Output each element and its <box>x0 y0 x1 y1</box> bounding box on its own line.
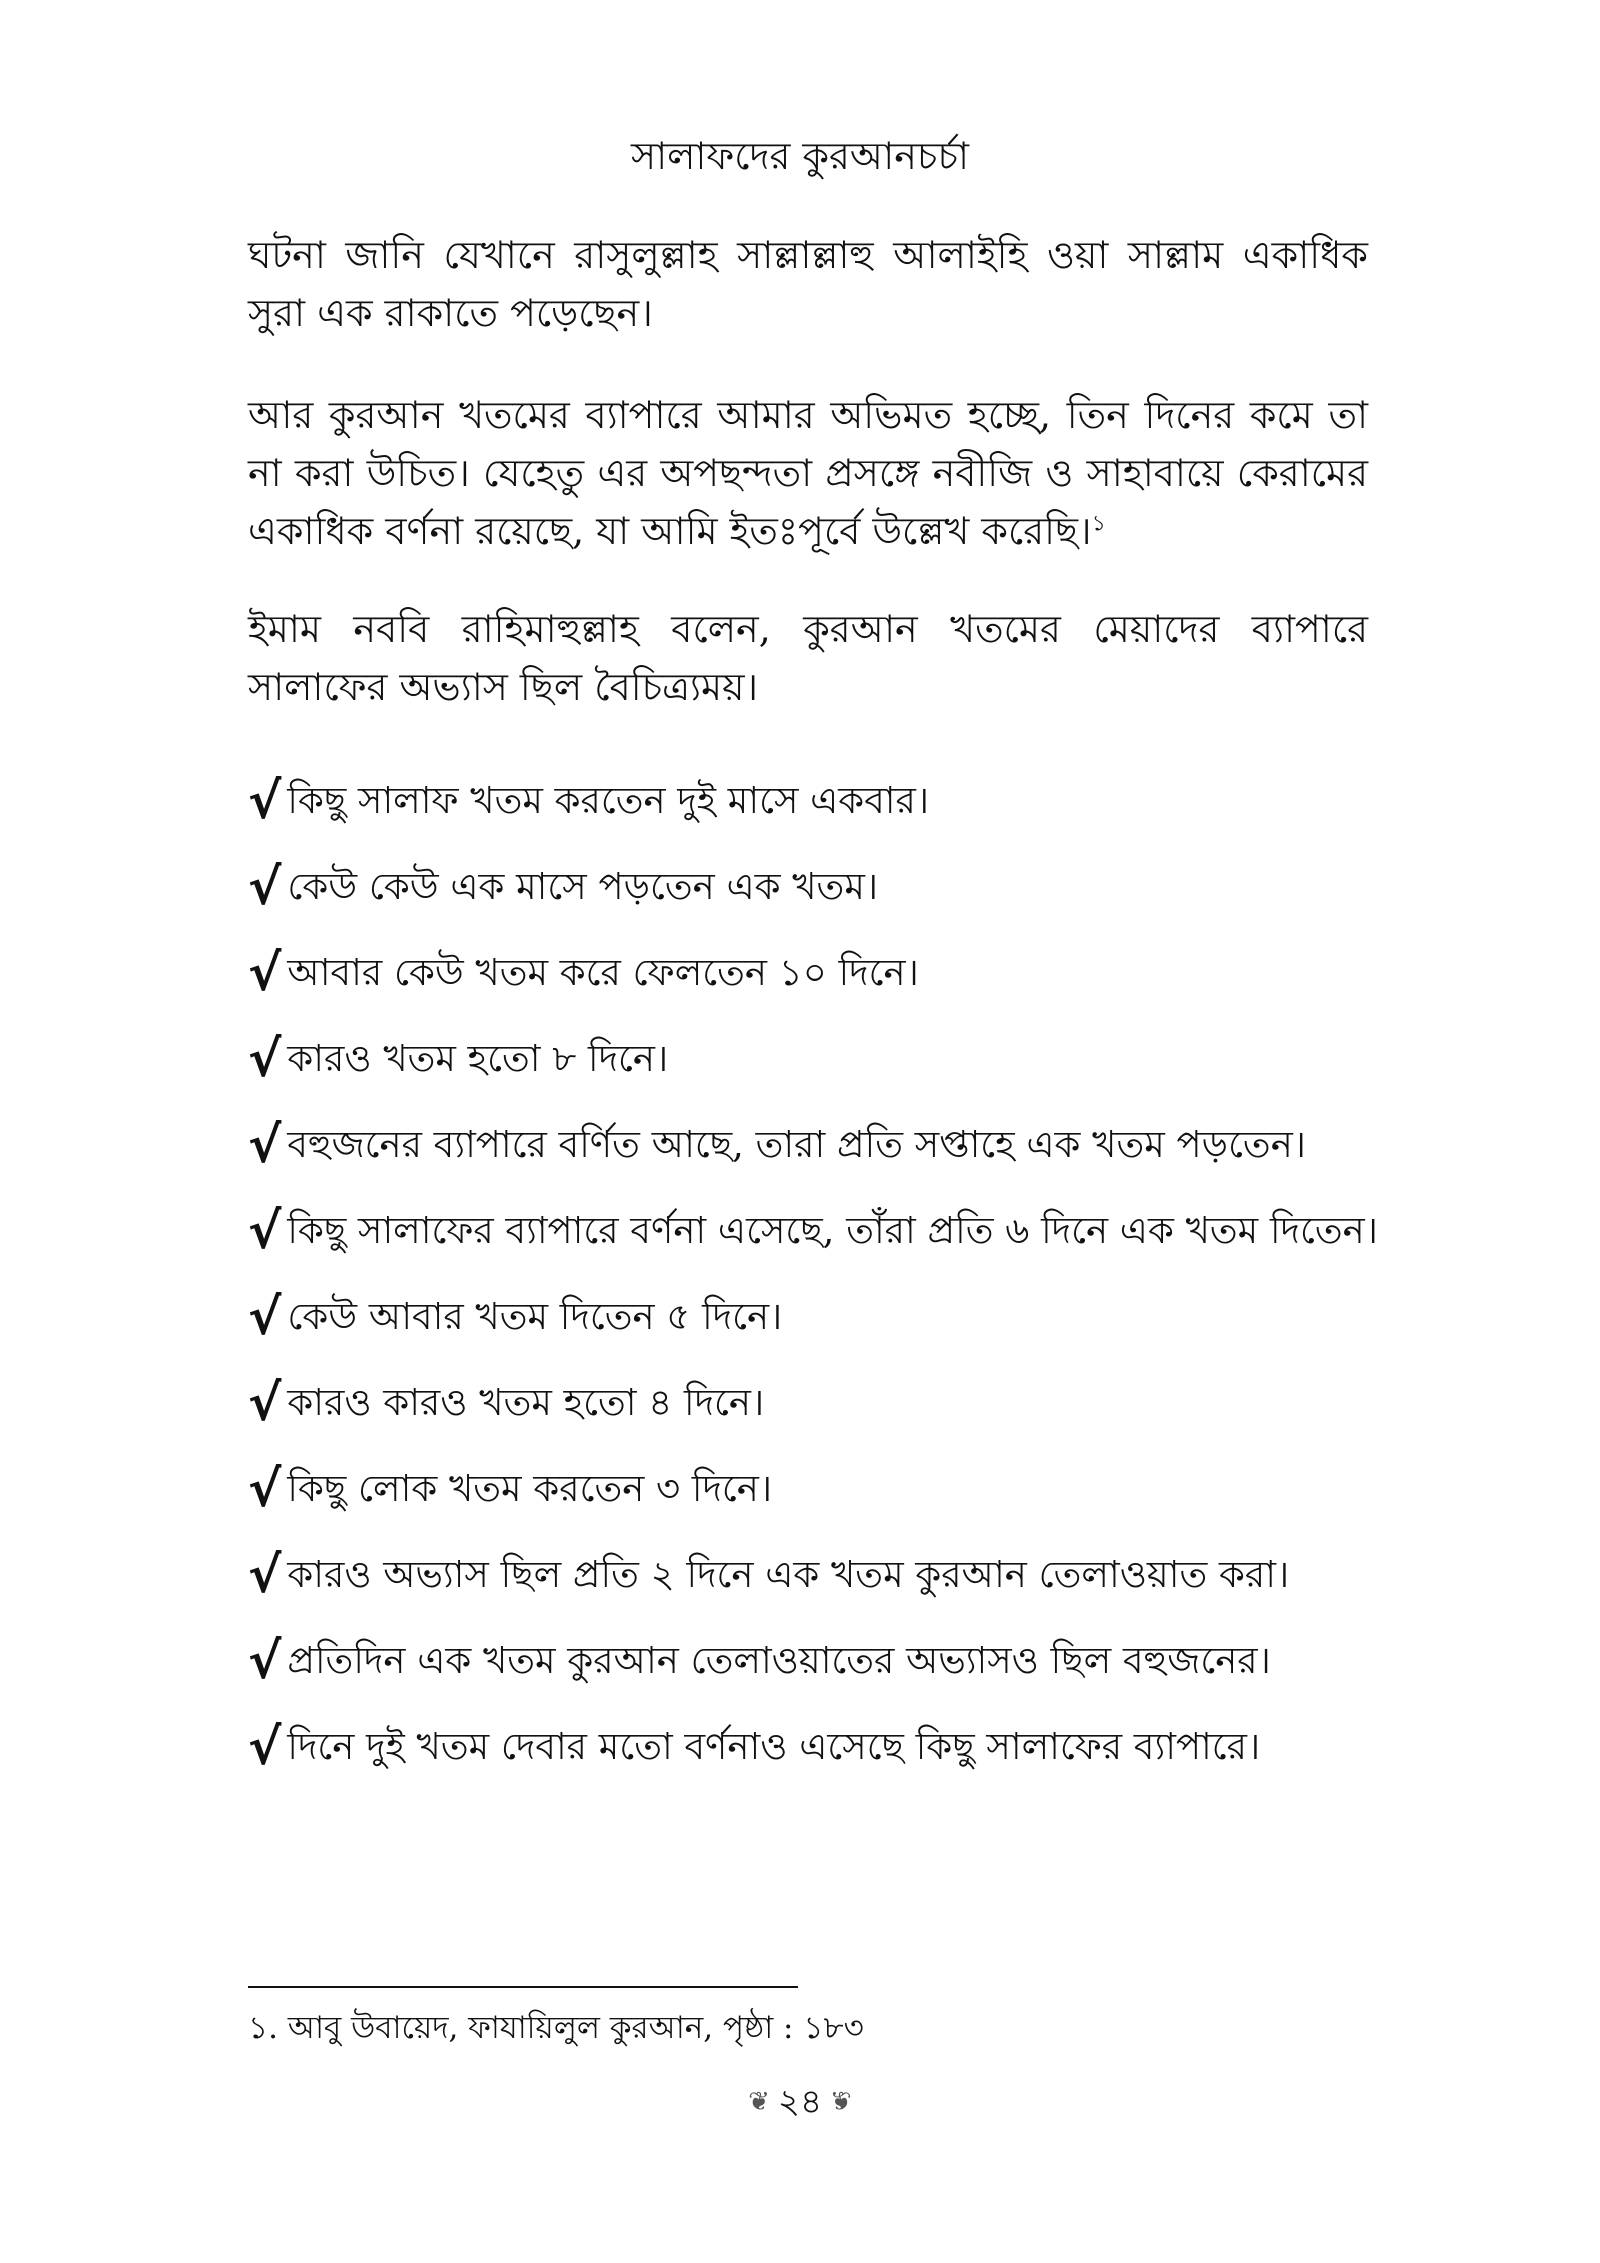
checkmark-icon: √ <box>248 944 282 1002</box>
list-item-text: কেউ আবার খতম দিতেন ৫ দিনে। <box>287 1295 783 1338</box>
list-item-text: দিনে দুই খতম দেবার মতো বর্ণনাও এসেছে কিছু সালাফের ব্যাপারে। <box>287 1725 1261 1768</box>
list-item-text: আবার কেউ খতম করে ফেলতেন ১০ দিনে। <box>287 951 919 994</box>
checkmark-icon: √ <box>248 1718 282 1776</box>
list-item-text: কিছু লোক খতম করতেন ৩ দিনে। <box>287 1467 773 1510</box>
checkmark-icon: √ <box>248 1288 282 1346</box>
list-item-text: কারও খতম হতো ৮ দিনে। <box>287 1037 669 1080</box>
list-item <box>248 844 1378 930</box>
list-item <box>248 1532 1378 1618</box>
list-item <box>248 1704 1378 1790</box>
list-item-text: কিছু সালাফের ব্যাপারে বর্ণনা এসেছে, তাঁরা প্রতি ৬ দিনে এক খতম দিতেন। <box>287 1209 1378 1252</box>
list-item-text: কেউ কেউ এক মাসে পড়তেন এক খতম। <box>287 865 879 908</box>
list-item-text: কারও কারও খতম হতো ৪ দিনে। <box>287 1381 765 1424</box>
list-item-text: বহুজনের ব্যাপারে বর্ণিত আছে, তারা প্রতি সপ্তাহে এক খতম পড়তেন। <box>287 1123 1307 1166</box>
page-number: ২৪ <box>777 2082 823 2122</box>
list-item-text: প্রতিদিন এক খতম কুরআন তেলাওয়াতের অভ্যাসও ছিল বহুজনের। <box>287 1639 1271 1682</box>
checkmark-icon: √ <box>248 1030 282 1088</box>
paragraph-3-text: ইমাম নববি রাহিমাহুল্লাহ বলেন, কুরআন খতমের মেয়াদের ব্যাপারে সালাফের অভ্যাস ছিল বৈচিত্র্যময়। <box>248 607 1368 709</box>
ornament-right-icon: ❦ <box>830 2087 852 2117</box>
checkmark-icon: √ <box>248 1116 282 1174</box>
checkmark-icon: √ <box>248 1546 282 1604</box>
ornament-left-icon: ❦ <box>748 2087 770 2117</box>
khatm-checklist <box>248 758 1378 1790</box>
footnote-reference: ১ <box>1091 511 1106 537</box>
list-item <box>248 930 1378 1016</box>
list-item <box>248 1102 1378 1188</box>
list-item <box>248 1188 1378 1274</box>
list-item <box>248 1016 1378 1102</box>
paragraph-3 <box>248 600 1368 716</box>
paragraph-2 <box>248 386 1368 560</box>
list-item <box>248 1360 1378 1446</box>
checkmark-icon: √ <box>248 1460 282 1518</box>
checkmark-icon: √ <box>248 1374 282 1432</box>
list-item-text: কিছু সালাফ খতম করতেন দুই মাসে একবার। <box>287 779 930 822</box>
list-item <box>248 1618 1378 1704</box>
footnote-divider <box>248 1986 798 1988</box>
paragraph-1 <box>248 226 1368 342</box>
list-item <box>248 1274 1378 1360</box>
checkmark-icon: √ <box>248 1202 282 1260</box>
running-header: সালাফদের কুরআনচর্চা <box>631 134 969 178</box>
checkmark-icon: √ <box>248 858 282 916</box>
checkmark-icon: √ <box>248 772 282 830</box>
checkmark-icon: √ <box>248 1632 282 1690</box>
paragraph-1-text: ঘটনা জানি যেখানে রাসুলুল্লাহ সাল্লাল্লাহু আলাইহি ওয়া সাল্লাম একাধিক সুরা এক রাকাতে পড়েছেন। <box>248 233 1368 335</box>
list-item <box>248 758 1378 844</box>
page-number-box <box>740 2078 860 2126</box>
list-item <box>248 1446 1378 1532</box>
list-item-text: কারও অভ্যাস ছিল প্রতি ২ দিনে এক খতম কুরআন তেলাওয়াত করা। <box>287 1553 1290 1596</box>
footnote: ১. আবু উবায়েদ, ফাযায়িলুল কুরআন, পৃষ্ঠা : ১৮৩ <box>248 2010 864 2046</box>
paragraph-2-text: আর কুরআন খতমের ব্যাপারে আমার অভিমত হচ্ছে, তিন দিনের কমে তা না করা উচিত। যেহেতু এর অপছন্দতা প্রসঙ্গে নবীজি ও সাহাবায়ে কেরামের একাধিক বর্ণনা রয়েছে, যা আমি ইতঃপূর্বে উল্লেখ করেছি। <box>248 393 1368 553</box>
